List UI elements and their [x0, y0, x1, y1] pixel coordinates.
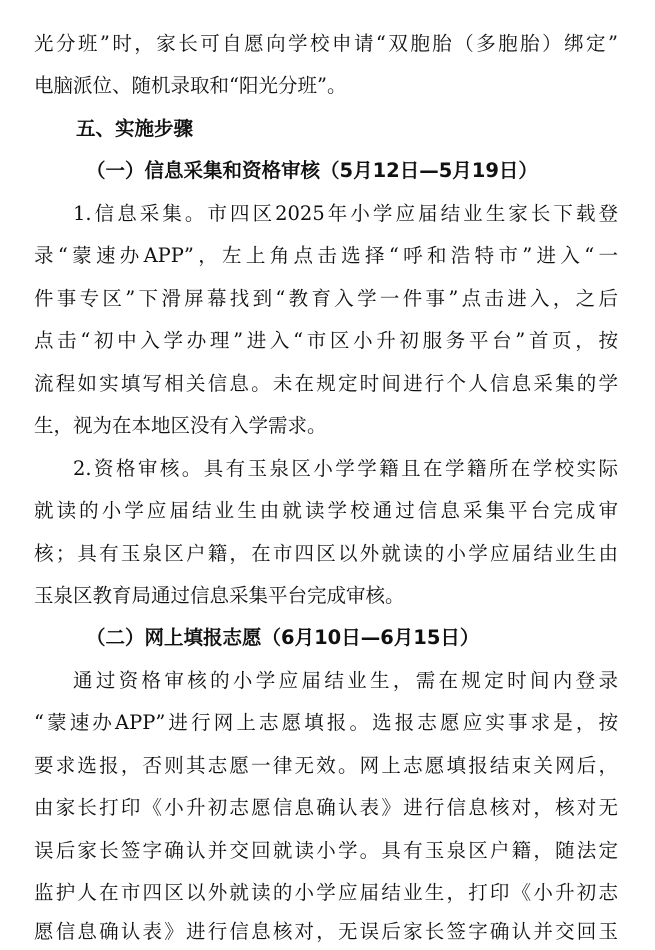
text-line: 愿信息确认表》进行信息核对，无误后家长签字确认并交回玉	[34, 920, 618, 943]
text-line: 由家长打印《小升初志愿信息确认表》进行信息核对，核对无	[34, 796, 618, 819]
section-heading: 五、实施步骤	[76, 117, 194, 140]
text-line: 1.信息采集。市四区2025年小学应届结业生家长下载登	[73, 202, 618, 225]
text-line: 监护人在市四区以外就读的小学应届结业生，打印《小升初志	[34, 881, 618, 904]
text-line: 件事专区”下滑屏幕找到“教育入学一件事”点击进入，之后	[34, 287, 618, 310]
text-line: 点击“初中入学办理”进入“市区小升初服务平台”首页，按	[34, 329, 618, 352]
text-line: 录“蒙速办APP”，左上角点击选择“呼和浩特市”进入“一	[34, 244, 618, 267]
subsection-heading: （二）网上填报志愿（6月10日—6月15日）	[86, 626, 480, 649]
text-line: 要求选报，否则其志愿一律无效。网上志愿填报结束关网后，	[34, 754, 618, 777]
text-line: 就读的小学应届结业生由就读学校通过信息采集平台完成审	[34, 499, 618, 522]
text-line: 通过资格审核的小学应届结业生，需在规定时间内登录	[73, 669, 618, 692]
subsection-heading: （一）信息采集和资格审核（5月12日—5月19日）	[86, 159, 538, 182]
text-line: 流程如实填写相关信息。未在规定时间进行个人信息采集的学	[34, 372, 618, 395]
text-line: 2.资格审核。具有玉泉区小学学籍且在学籍所在学校实际	[73, 457, 618, 480]
text-line: 电脑派位、随机录取和“阳光分班”。	[34, 74, 347, 97]
text-line: “蒙速办APP”进行网上志愿填报。选报志愿应实事求是，按	[34, 711, 618, 734]
text-line: 生，视为在本地区没有入学需求。	[34, 414, 327, 437]
text-line: 误后家长签字确认并交回就读小学。具有玉泉区户籍，随法定	[34, 839, 618, 862]
text-line: 光分班”时，家长可自愿向学校申请“双胞胎（多胞胎）绑定”	[34, 32, 618, 55]
text-line: 核；具有玉泉区户籍，在市四区以外就读的小学应届结业生由	[34, 542, 618, 565]
text-line: 玉泉区教育局通过信息采集平台完成审核。	[34, 584, 405, 607]
